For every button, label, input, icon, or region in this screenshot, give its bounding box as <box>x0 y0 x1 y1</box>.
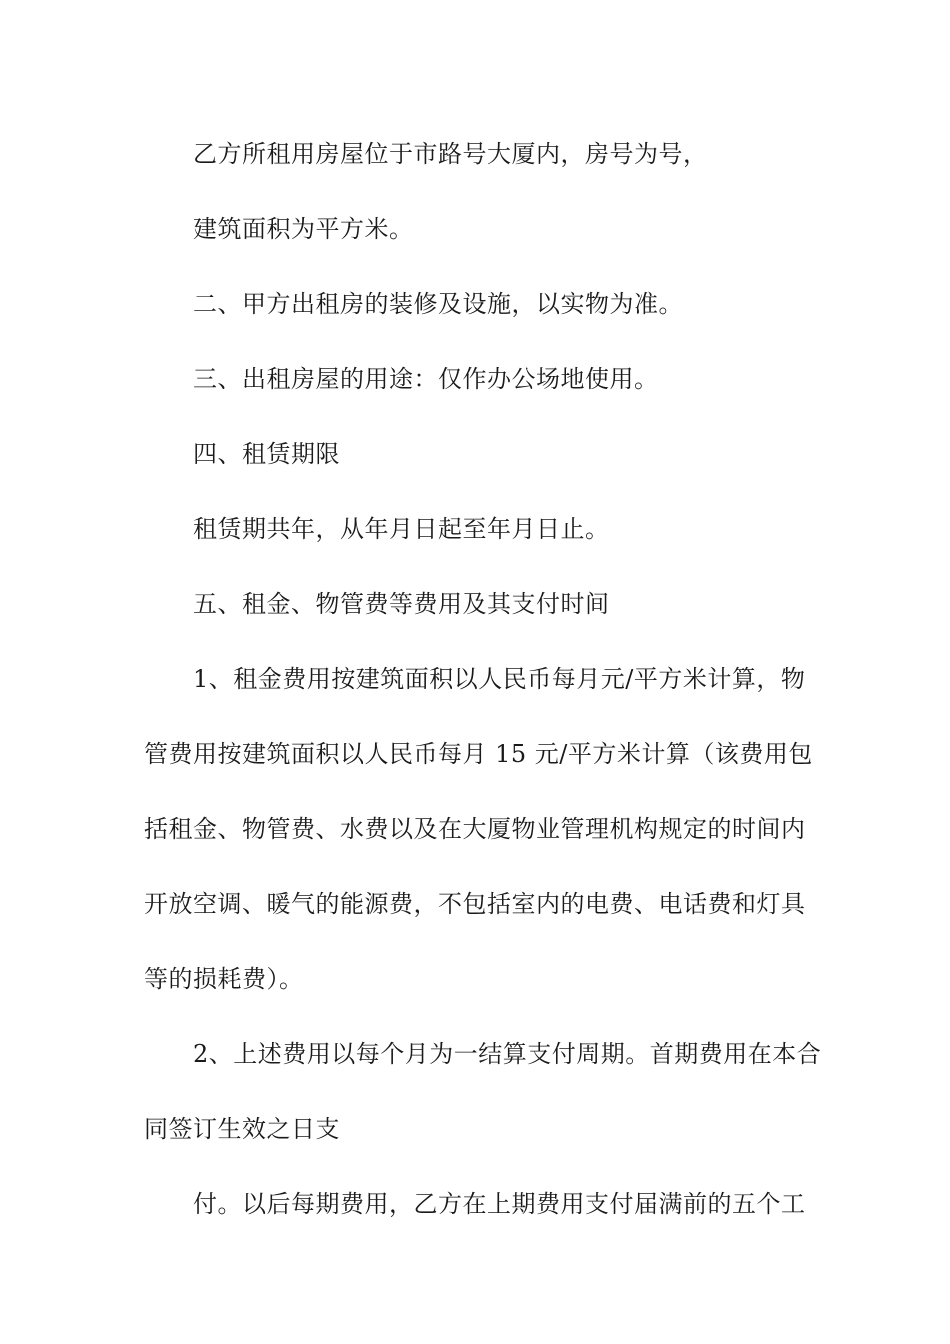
clause-3-heading: 三、出租房屋的用途：仅作办公场地使用。 <box>193 365 659 393</box>
paragraph-line-rent-2: 管费用按建筑面积以人民币每月 15 元/平方米计算（该费用包 <box>144 740 813 768</box>
paragraph-line-payment-3: 付。以后每期费用，乙方在上期费用支付届满前的五个工 <box>193 1190 806 1218</box>
paragraph-line-rent-3: 括租金、物管费、水费以及在大厦物业管理机构规定的时间内 <box>144 815 806 843</box>
paragraph-line-rent-1: 1、租金费用按建筑面积以人民币每月元/平方米计算，物 <box>193 665 806 693</box>
paragraph-line-rent-5: 等的损耗费）。 <box>144 965 304 993</box>
paragraph-line-payment-1: 2、上述费用以每个月为一结算支付周期。首期费用在本合 <box>193 1040 822 1068</box>
paragraph-line-location: 乙方所租用房屋位于市路号大厦内，房号为号， <box>193 140 708 168</box>
paragraph-line-area: 建筑面积为平方米。 <box>193 215 414 243</box>
paragraph-line-rent-4: 开放空调、暖气的能源费，不包括室内的电费、电话费和灯具 <box>144 890 806 918</box>
clause-5-heading: 五、租金、物管费等费用及其支付时间 <box>193 590 610 618</box>
paragraph-line-lease-term: 租赁期共年，从年月日起至年月日止。 <box>193 515 610 543</box>
clause-2-heading: 二、甲方出租房的装修及设施，以实物为准。 <box>193 290 683 318</box>
clause-4-heading: 四、租赁期限 <box>193 440 340 468</box>
paragraph-line-payment-2: 同签订生效之日支 <box>144 1115 340 1143</box>
